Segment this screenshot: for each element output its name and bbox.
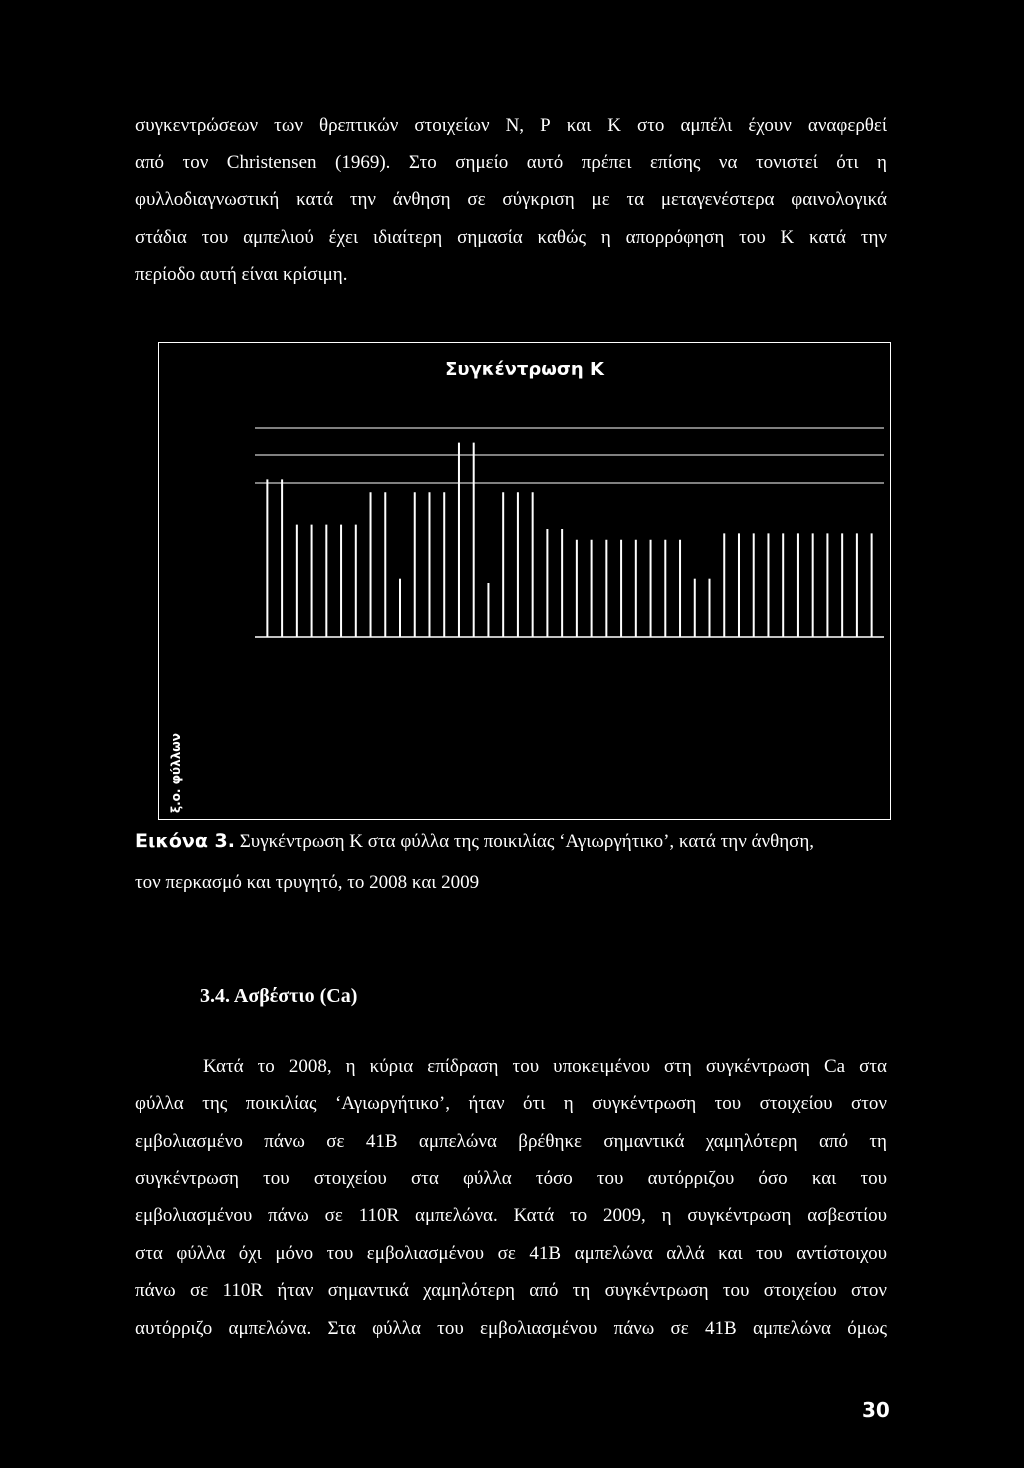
intro-line: περίοδο αυτή είναι κρίσιμη.: [135, 264, 348, 285]
section-heading: 3.4. Ασβέστιο (Ca): [200, 985, 358, 1007]
intro-line: από τον Christensen (1969). Στο σημείο αυτό πρέπει επίσης να τονιστεί ότι η: [135, 152, 887, 173]
caption-text: Συγκέντρωση Κ στα φύλλα της ποικιλίας ‘Αγιωργήτικο’, κατά την άνθηση,: [239, 831, 815, 852]
intro-line: φυλλοδιαγνωστική κατά την άνθηση σε σύγκριση με τα μεταγενέστερα φαινολογικά: [135, 189, 887, 210]
intro-line: συγκεντρώσεων των θρεπτικών στοιχείων Ν, Ρ και Κ στο αμπέλι έχουν αναφερθεί: [135, 115, 887, 136]
figure-caption-continued: τον περκασμό και τρυγητό, το 2008 και 2009: [135, 872, 480, 893]
caption-label: Εικόνα 3.: [135, 830, 235, 852]
intro-line: στάδια του αμπελιού έχει ιδιαίτερη σημασία καθώς η απορρόφηση του Κ κατά την: [135, 227, 887, 248]
body-line: εμβολιασμένου πάνω σε 110R αμπελώνα. Κατά το 2009, η συγκέντρωση ασβεστίου: [135, 1205, 887, 1226]
chart-plot: [159, 343, 892, 821]
body-line: φύλλα της ποικιλίας ‘Αγιωργήτικο’, ήταν ότι η συγκέντρωση του στοιχείου στον: [135, 1093, 887, 1114]
body-line: πάνω σε 110R ήταν σημαντικά χαμηλότερη από τη συγκέντρωση του στοιχείου στον: [135, 1280, 887, 1301]
chart-title: Συγκέντρωση Κ: [445, 359, 604, 380]
body-line: Κατά το 2008, η κύρια επίδραση του υποκειμένου στη συγκέντρωση Ca στα: [203, 1056, 887, 1077]
figure-caption: [135, 830, 814, 853]
chart-y-axis-label: ξ.ο. φύλλων: [169, 733, 183, 813]
body-line: στα φύλλα όχι μόνο του εμβολιασμένου σε 41Β αμπελώνα αλλά και του αντίστοιχου: [135, 1243, 887, 1264]
body-line: εμβολιασμένο πάνω σε 41Β αμπελώνα βρέθηκε σημαντικά χαμηλότερη από τη: [135, 1131, 887, 1152]
body-line: αυτόρριζο αμπελώνα. Στα φύλλα του εμβολιασμένου πάνω σε 41Β αμπελώνα όμως: [135, 1318, 887, 1339]
page-number: 30: [862, 1398, 890, 1422]
body-line: συγκέντρωση του στοιχείου στα φύλλα τόσο του αυτόρριζου όσο και του: [135, 1168, 887, 1189]
figure-chart: [158, 342, 891, 820]
